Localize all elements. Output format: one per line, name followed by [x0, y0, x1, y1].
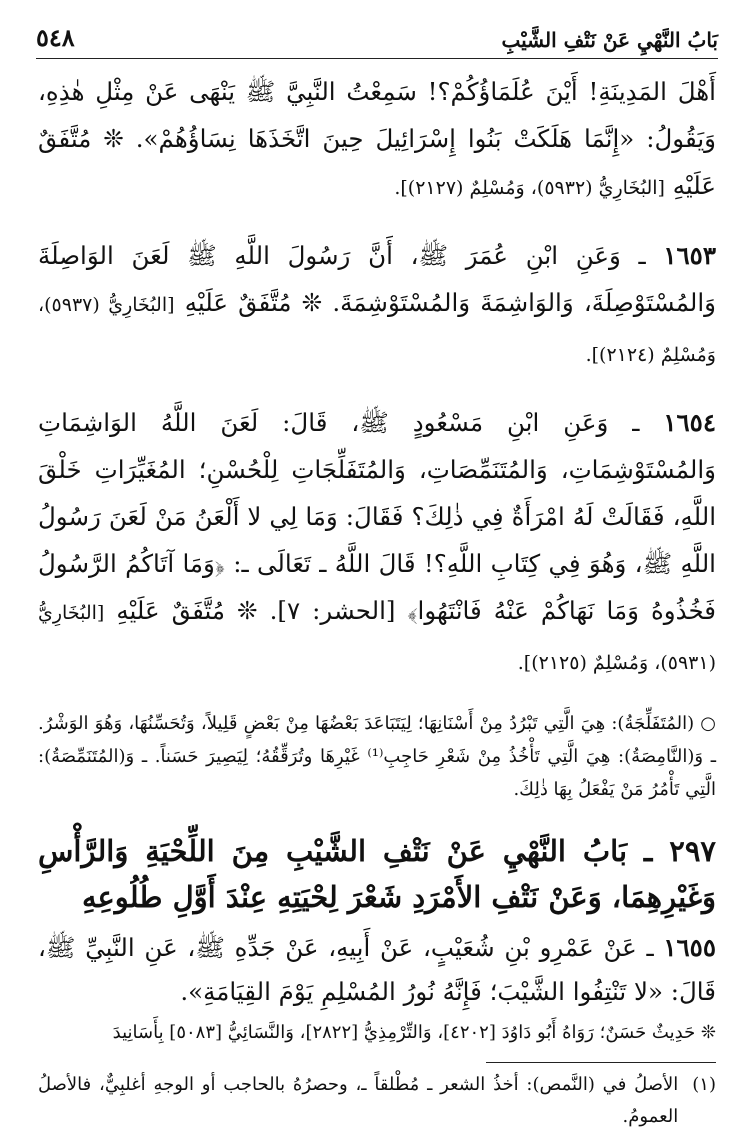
footnote — [38, 1069, 716, 1133]
hadith-reference: [البُخَارِيُّ (٥٩٣١)، وَمُسْلِمٌ (٢١٢٥)]. — [38, 602, 716, 674]
hadith-number: ١٦٥٣ — [663, 241, 716, 270]
hadith-1652-tail — [38, 68, 716, 212]
chapter-heading — [38, 828, 716, 920]
page-body — [38, 68, 716, 1133]
footnote-text: الأصلُ في (النَّمص): أخذُ الشعر ـ مُطْلقاً ـ، وحصرُهُ بالحاجب أو الوجهِ أغلبِيٌّ، فالأصلُ العمومُ. — [38, 1074, 679, 1127]
running-title: بَابُ النَّهْيِ عَنْ نَتْفِ الشَّيْبِ — [501, 28, 718, 52]
hadith-text: أَهْلَ المَدِينَةِ! أَيْنَ عُلَمَاؤُكُمْ؟! سَمِعْتُ النَّبِيَّ ﷺ يَنْهَى عَنْ مِثْلِ هٰذِهِ، وَيَقُولُ: «إِنَّمَا هَلَكَتْ بَنُوا إِسْرَائِيلَ حِينَ اتَّخَذَهَا نِسَاؤُهُمْ». ❊ مُتَّفَقٌ عَلَيْهِ — [38, 77, 716, 200]
footnote-separator — [486, 1062, 716, 1063]
footnote-marker: (١) — [692, 1074, 716, 1095]
hadith-text: ـ عَنْ عَمْرِو بْنِ شُعَيْبٍ، عَنْ أَبِيهِ، عَنْ جَدِّهِ ﷺ، عَنِ النَّبِيِّ ﷺ، قَالَ: «لا تَنْتِفُوا الشَّيْبَ؛ فَإِنَّهُ نُورُ المُسْلِمِ يَوْمَ القِيَامَةِ». — [38, 933, 716, 1006]
hadith-text: ـ وَعَنِ ابْنِ مَسْعُودٍ ﷺ، قَالَ: لَعَنَ اللَّهُ الوَاشِمَاتِ وَالمُسْتَوْشِمَاتِ، وَالمُتَنَمِّصَاتِ، وَالمُتَفَلِّجَاتِ لِلْحُسْنِ؛ المُغَيِّرَاتِ خَلْقَ اللَّهِ، فَقَالَتْ لَهُ امْرَأَةٌ فِي ذٰلِكَ؟ فَقَالَ: وَمَا لِي لا أَلْعَنُ مَنْ لَعَنَ رَسُولُ اللَّهِ ﷺ، وَهُوَ فِي كِتَابِ اللَّهِ؟! قَالَ اللَّهُ ـ تَعَالَى ـ: ﴿وَمَا آتَاكُمُ الرَّسُولُ فَخُذُوهُ وَمَا نَهَاكُمْ عَنْهُ فَانْتَهُوا﴾ [الحشر: ٧]. ❊ مُتَّفَقٌ عَلَيْهِ — [38, 408, 717, 625]
chapter-number: ٢٩٧ — [669, 834, 716, 868]
hadith-1653 — [38, 232, 716, 379]
gloss-note: ○ (المُتَفَلِّجَةُ): هِيَ الَّتِي تَبْرُدُ مِنْ أَسْنَانِهَا؛ لِيَتَبَاعَدَ بَعْضُهَا مِنْ بَعْضٍ قَلِيلاً، وَتُحَسِّنُهَا، وَهُوَ الوَشْرُ. ـ وَ(النَّامِصَةُ): هِيَ الَّتِي تَأْخُذُ مِنْ شَعْرِ حَاجِبِ⁽¹⁾ غَيْرِهَا وتُرَقِّقُهُ؛ لِيَصِيرَ حَسَناً. ـ وَ(المُتَنَمِّصَةُ): الَّتِي تَأْمُرُ مَنْ يَفْعَلُ بِهَا ذٰلِكَ. — [38, 713, 716, 800]
hadith-reference: [البُخَارِيُّ (٥٩٣٢)، وَمُسْلِمٌ (٢١٢٧)]. — [394, 177, 665, 199]
running-header — [36, 14, 718, 59]
hadith-grading: ❊ حَدِيثٌ حَسَنٌ؛ رَوَاهُ أَبُو دَاوُدَ [٤٢٠٢]، وَالتِّرْمِذِيُّ [٢٨٢٢]، وَالنَّسَائِيُّ [٥٠٨٣] بِأَسَانِيدَ — [112, 1022, 716, 1043]
chapter-title: ـ بَابُ النَّهْيِ عَنْ نَتْفِ الشَّيْبِ مِنَ اللِّحْيَةِ وَالرَّأْسِ وَغَيْرِهِمَا، وَعَنْ نَتْفِ الأَمْرَدِ شَعْرَ لِحْيَتِهِ عِنْدَ أَوَّلِ طُلُوعِهِ — [38, 834, 716, 914]
hadith-number: ١٦٥٤ — [663, 408, 716, 437]
page-number: ٥٤٨ — [36, 23, 75, 52]
hadith-text: ـ وَعَنِ ابْنِ عُمَرَ ﷺ، أَنَّ رَسُولَ اللَّهِ ﷺ لَعَنَ الوَاصِلَةَ وَالمُسْتَوْصِلَةَ، وَالوَاشِمَةَ وَالمُسْتَوْشِمَةَ. ❊ مُتَّفَقٌ عَلَيْهِ — [38, 241, 716, 317]
hadith-reference: [البُخَارِيُّ (٥٩٣٧)، وَمُسْلِمٌ (٢١٢٤)]. — [38, 294, 716, 366]
hadith-number: ١٦٥٥ — [663, 933, 716, 962]
hadith-1654 — [38, 399, 716, 687]
hadith-1655 — [38, 926, 716, 1014]
